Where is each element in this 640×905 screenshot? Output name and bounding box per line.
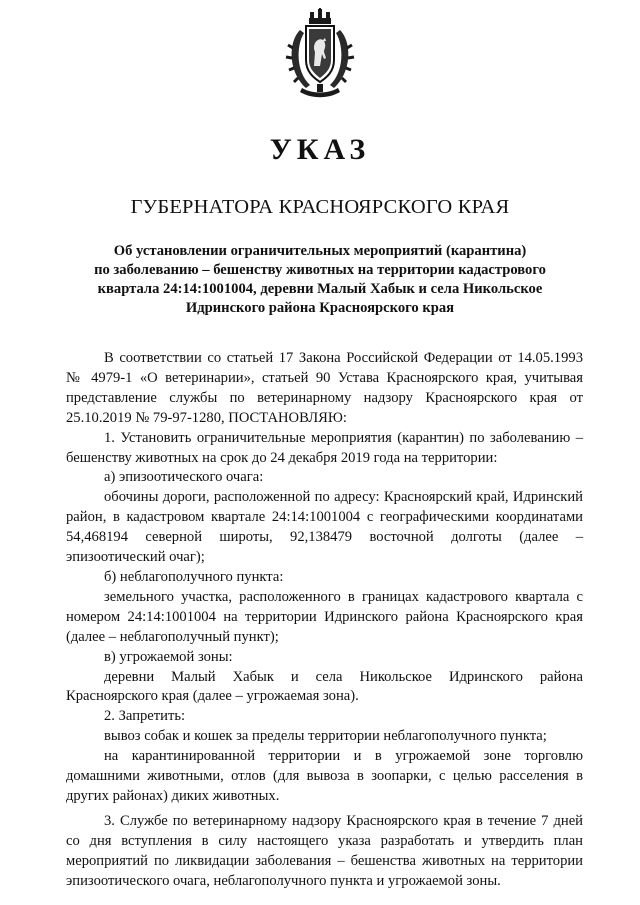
heading-line: по заболеванию – бешенству животных на территории кадастрового: [94, 262, 546, 278]
unfavorable-point-paragraph: земельного участка, расположенного в границах кадастрового квартала с номером 24:14:1001004 на территории Идринского района Красноярского края (далее – неблагополучный пункт);: [66, 588, 583, 645]
preamble-paragraph: В соответствии со статьей 17 Закона Российской Федерации от 14.05.1993 № 4979-1 «О ветеринарии», статьей 90 Устава Красноярского края, учитывая представление службы по ветеринарному надзору Красноярского края от 25.10.2019 № 79-97-1280, ПОСТАНОВЛЯЮ:: [66, 350, 583, 426]
coat-of-arms-icon: [284, 8, 356, 100]
item-2-paragraph: 2. Запретить:: [104, 708, 186, 725]
subitem-b-paragraph: б) неблагополучного пункта:: [104, 568, 284, 585]
heading-line: квартала 24:14:1001004, деревни Малый Хабык и села Никольское: [97, 281, 543, 297]
item-1-paragraph: 1. Установить ограничительные мероприятия (карантин) по заболеванию – бешенству животных на срок до 24 декабря 2019 года на территории:: [66, 429, 583, 466]
document-subtitle: ГУБЕРНАТОРА КРАСНОЯРСКОГО КРАЯ: [130, 196, 510, 218]
heading-line: Идринского района Красноярского края: [185, 300, 455, 316]
prohibition-export-paragraph: вывоз собак и кошек за пределы территории неблагополучного пункта;: [104, 728, 547, 745]
document-body: [66, 349, 583, 891]
heading-line: Об установлении ограничительных мероприятий (карантина): [113, 243, 527, 259]
document-title: УКАЗ: [269, 133, 371, 166]
prohibition-trade-paragraph: на карантинированной территории и в угрожаемой зоне торговлю домашними животными, отлов (для вывоза в зоопарки, с целью расселения в других районах) диких животных.: [66, 748, 583, 804]
epizootic-focus-paragraph: обочины дороги, расположенной по адресу: Красноярский край, Идринский район, в кадастровом квартале 24:14:1001004 с географическими координатами 54,468194 северной широты, 92,138479 восточной долготы (далее – эпизоотический очаг);: [66, 489, 583, 566]
item-3-paragraph: 3. Службе по ветеринарному надзору Красноярского края в течение 7 дней со дня вступления в силу настоящего указа разработать и утвердить план мероприятий по ликвидации заболевания – бешенства животных на территории эпизоотического очага, неблагополучного пункта и угрожаемой зоны.: [66, 812, 583, 889]
subitem-a-paragraph: а) эпизоотического очага:: [104, 469, 264, 486]
subitem-c-paragraph: в) угрожаемой зоны:: [104, 648, 233, 665]
document-heading: [60, 242, 580, 318]
threatened-zone-paragraph: деревни Малый Хабык и села Никольское Идринского района Красноярского края (далее – угрожаемая зона).: [66, 668, 583, 705]
